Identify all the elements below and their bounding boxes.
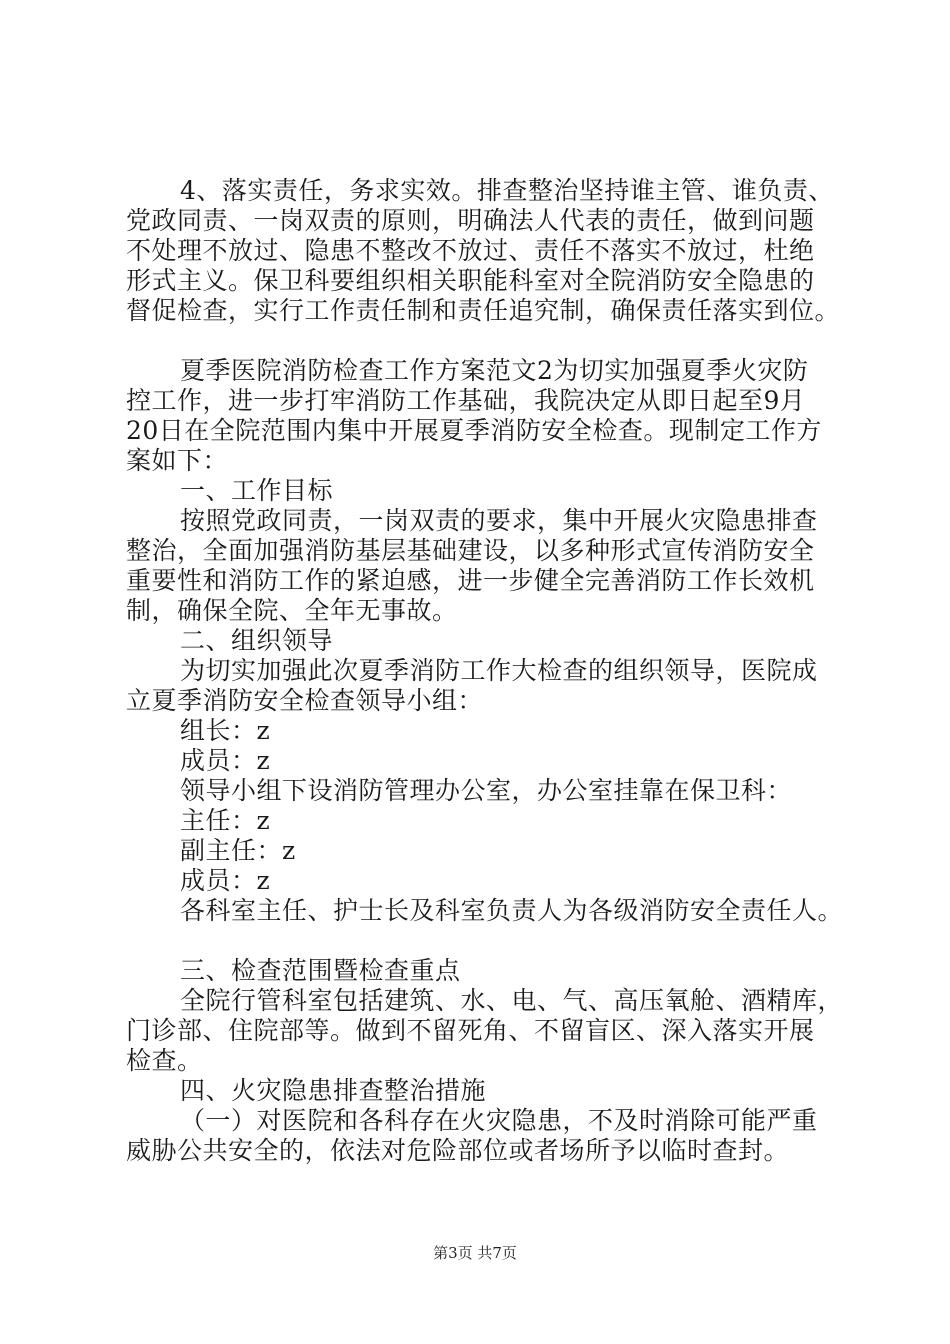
- responsibility-line: 各科室主任、护士长及科室负责人为各级消防安全责任人。: [180, 896, 844, 925]
- text-line: 全院行管科室包括建筑、水、电、气、高压氧舱、酒精库，: [180, 986, 844, 1015]
- text-line: 按照党政同责，一岗双责的要求，集中开展火灾隐患排查: [180, 506, 818, 535]
- section-heading: 一、工作目标: [180, 476, 334, 505]
- document-body: [126, 176, 846, 1166]
- paragraph: [126, 506, 846, 626]
- text-line: 党政同责、一岗双责的原则，明确法人代表的责任，做到问题: [126, 206, 815, 235]
- text-line: 重要性和消防工作的紧迫感，进一步健全完善消防工作长效机: [126, 566, 815, 595]
- text-line: 20日在全院范围内集中开展夏季消防安全检查。现制定工作方: [126, 416, 822, 445]
- deputy-director-line: 副主任：z: [180, 836, 296, 865]
- director-line: 主任：z: [180, 806, 271, 835]
- text-line: 整治，全面加强消防基层基础建设，以多种形式宣传消防安全: [126, 536, 815, 565]
- section-heading: 四、火灾隐患排查整治措施: [180, 1076, 487, 1105]
- paragraph-spacer: [126, 326, 846, 356]
- paragraph-spacer: [126, 926, 846, 956]
- text-line: 夏季医院消防检查工作方案范文2为切实加强夏季火灾防: [180, 356, 809, 385]
- text-line: 形式主义。保卫科要组织相关职能科室对全院消防安全隐患的: [126, 266, 815, 295]
- office-member-line: 成员：z: [180, 866, 271, 895]
- page-number-footer: 第3页 共7页: [433, 1244, 517, 1262]
- section-heading: 二、组织领导: [180, 626, 334, 655]
- text-line: （一）对医院和各科存在火灾隐患，不及时消除可能严重: [180, 1106, 818, 1135]
- paragraph: [126, 986, 846, 1076]
- paragraph: [126, 356, 846, 476]
- text-line: 4、落实责任，务求实效。排查整治坚持谁主管、谁负责、: [180, 176, 834, 205]
- text-line: 督促检查，实行工作责任制和责任追究制，确保责任落实到位。: [126, 296, 841, 325]
- text-line: 立夏季消防安全检查领导小组：: [126, 686, 484, 715]
- group-member-line: 成员：z: [180, 746, 271, 775]
- text-line: 案如下：: [126, 446, 229, 475]
- text-line: 不处理不放过、隐患不整改不放过、责任不落实不放过，杜绝: [126, 236, 815, 265]
- text-line: 威胁公共安全的，依法对危险部位或者场所予以临时查封。: [126, 1136, 790, 1165]
- group-leader-line: 组长：z: [180, 716, 271, 745]
- paragraph: [126, 656, 846, 716]
- office-line: 领导小组下设消防管理办公室，办公室挂靠在保卫科：: [180, 776, 793, 805]
- section-heading: 三、检查范围暨检查重点: [180, 956, 461, 985]
- text-line: 检查。: [126, 1046, 203, 1075]
- text-line: 控工作，进一步打牢消防工作基础，我院决定从即日起至9月: [126, 386, 806, 415]
- text-line: 为切实加强此次夏季消防工作大检查的组织领导，医院成: [180, 656, 818, 685]
- text-line: 门诊部、住院部等。做到不留死角、不留盲区、深入落实开展: [126, 1016, 815, 1045]
- text-line: 制，确保全院、全年无事故。: [126, 596, 458, 625]
- paragraph: [126, 1106, 846, 1166]
- paragraph: [126, 176, 846, 326]
